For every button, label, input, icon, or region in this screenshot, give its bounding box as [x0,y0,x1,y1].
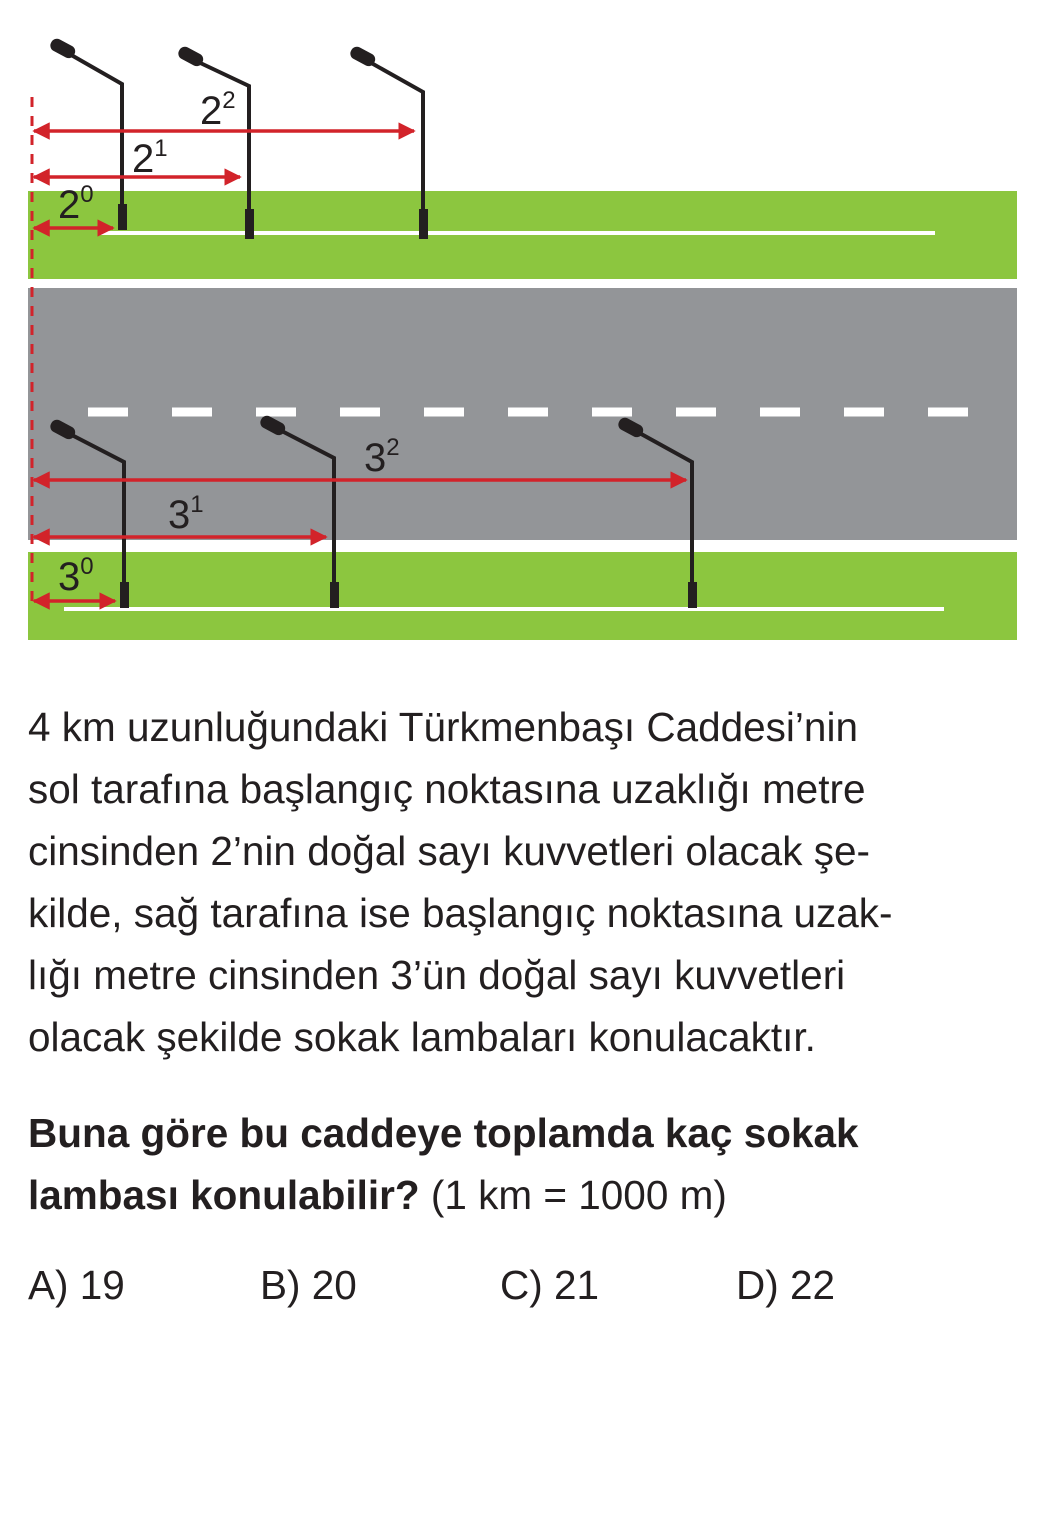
option-d[interactable]: D) 22 [736,1262,836,1308]
street-lamp-figure [0,0,1037,660]
label-3-pow-0: $3^0$ [58,553,94,599]
label-3-pow-1: $3^1$ [168,491,204,537]
prompt-line [28,1102,1018,1164]
option-b[interactable]: B) 20 [260,1262,357,1308]
prompt-line [28,1164,1018,1226]
question-line: sol tarafına başlangıç noktasına uzaklığı metre [28,766,866,812]
unit-note: (1 km = 1000 m) [419,1172,727,1218]
prompt-bold-1: Buna göre bu caddeye toplamda kaç sokak [28,1110,859,1156]
label-2-pow-1: $2^1$ [132,135,168,181]
bottom-grass-strip [28,552,1017,640]
answer-options [28,1262,1018,1322]
option-a[interactable]: A) 19 [28,1262,125,1308]
question-line: cinsinden 2’nin doğal sayı kuvvetleri olacak şe- [28,828,870,874]
question-line: lığı metre cinsinden 3’ün doğal sayı kuvvetleri [28,952,846,998]
label-2-pow-2: $2^2$ [200,87,236,133]
prompt-bold-2: lambası konulabilir? [28,1172,420,1218]
label-3-pow-2: $3^2$ [364,434,400,480]
question-line: kilde, sağ tarafına ise başlangıç noktasına uzak- [28,890,893,936]
option-c[interactable]: C) 21 [500,1262,600,1308]
label-2-pow-0: $2^0$ [58,181,94,227]
question-line: 4 km uzunluğundaki Türkmenbaşı Caddesi’nin [28,704,858,750]
question-text [28,696,1018,1068]
question-line: olacak şekilde sokak lambaları konulacaktır. [28,1014,816,1060]
question-prompt [28,1102,1018,1226]
